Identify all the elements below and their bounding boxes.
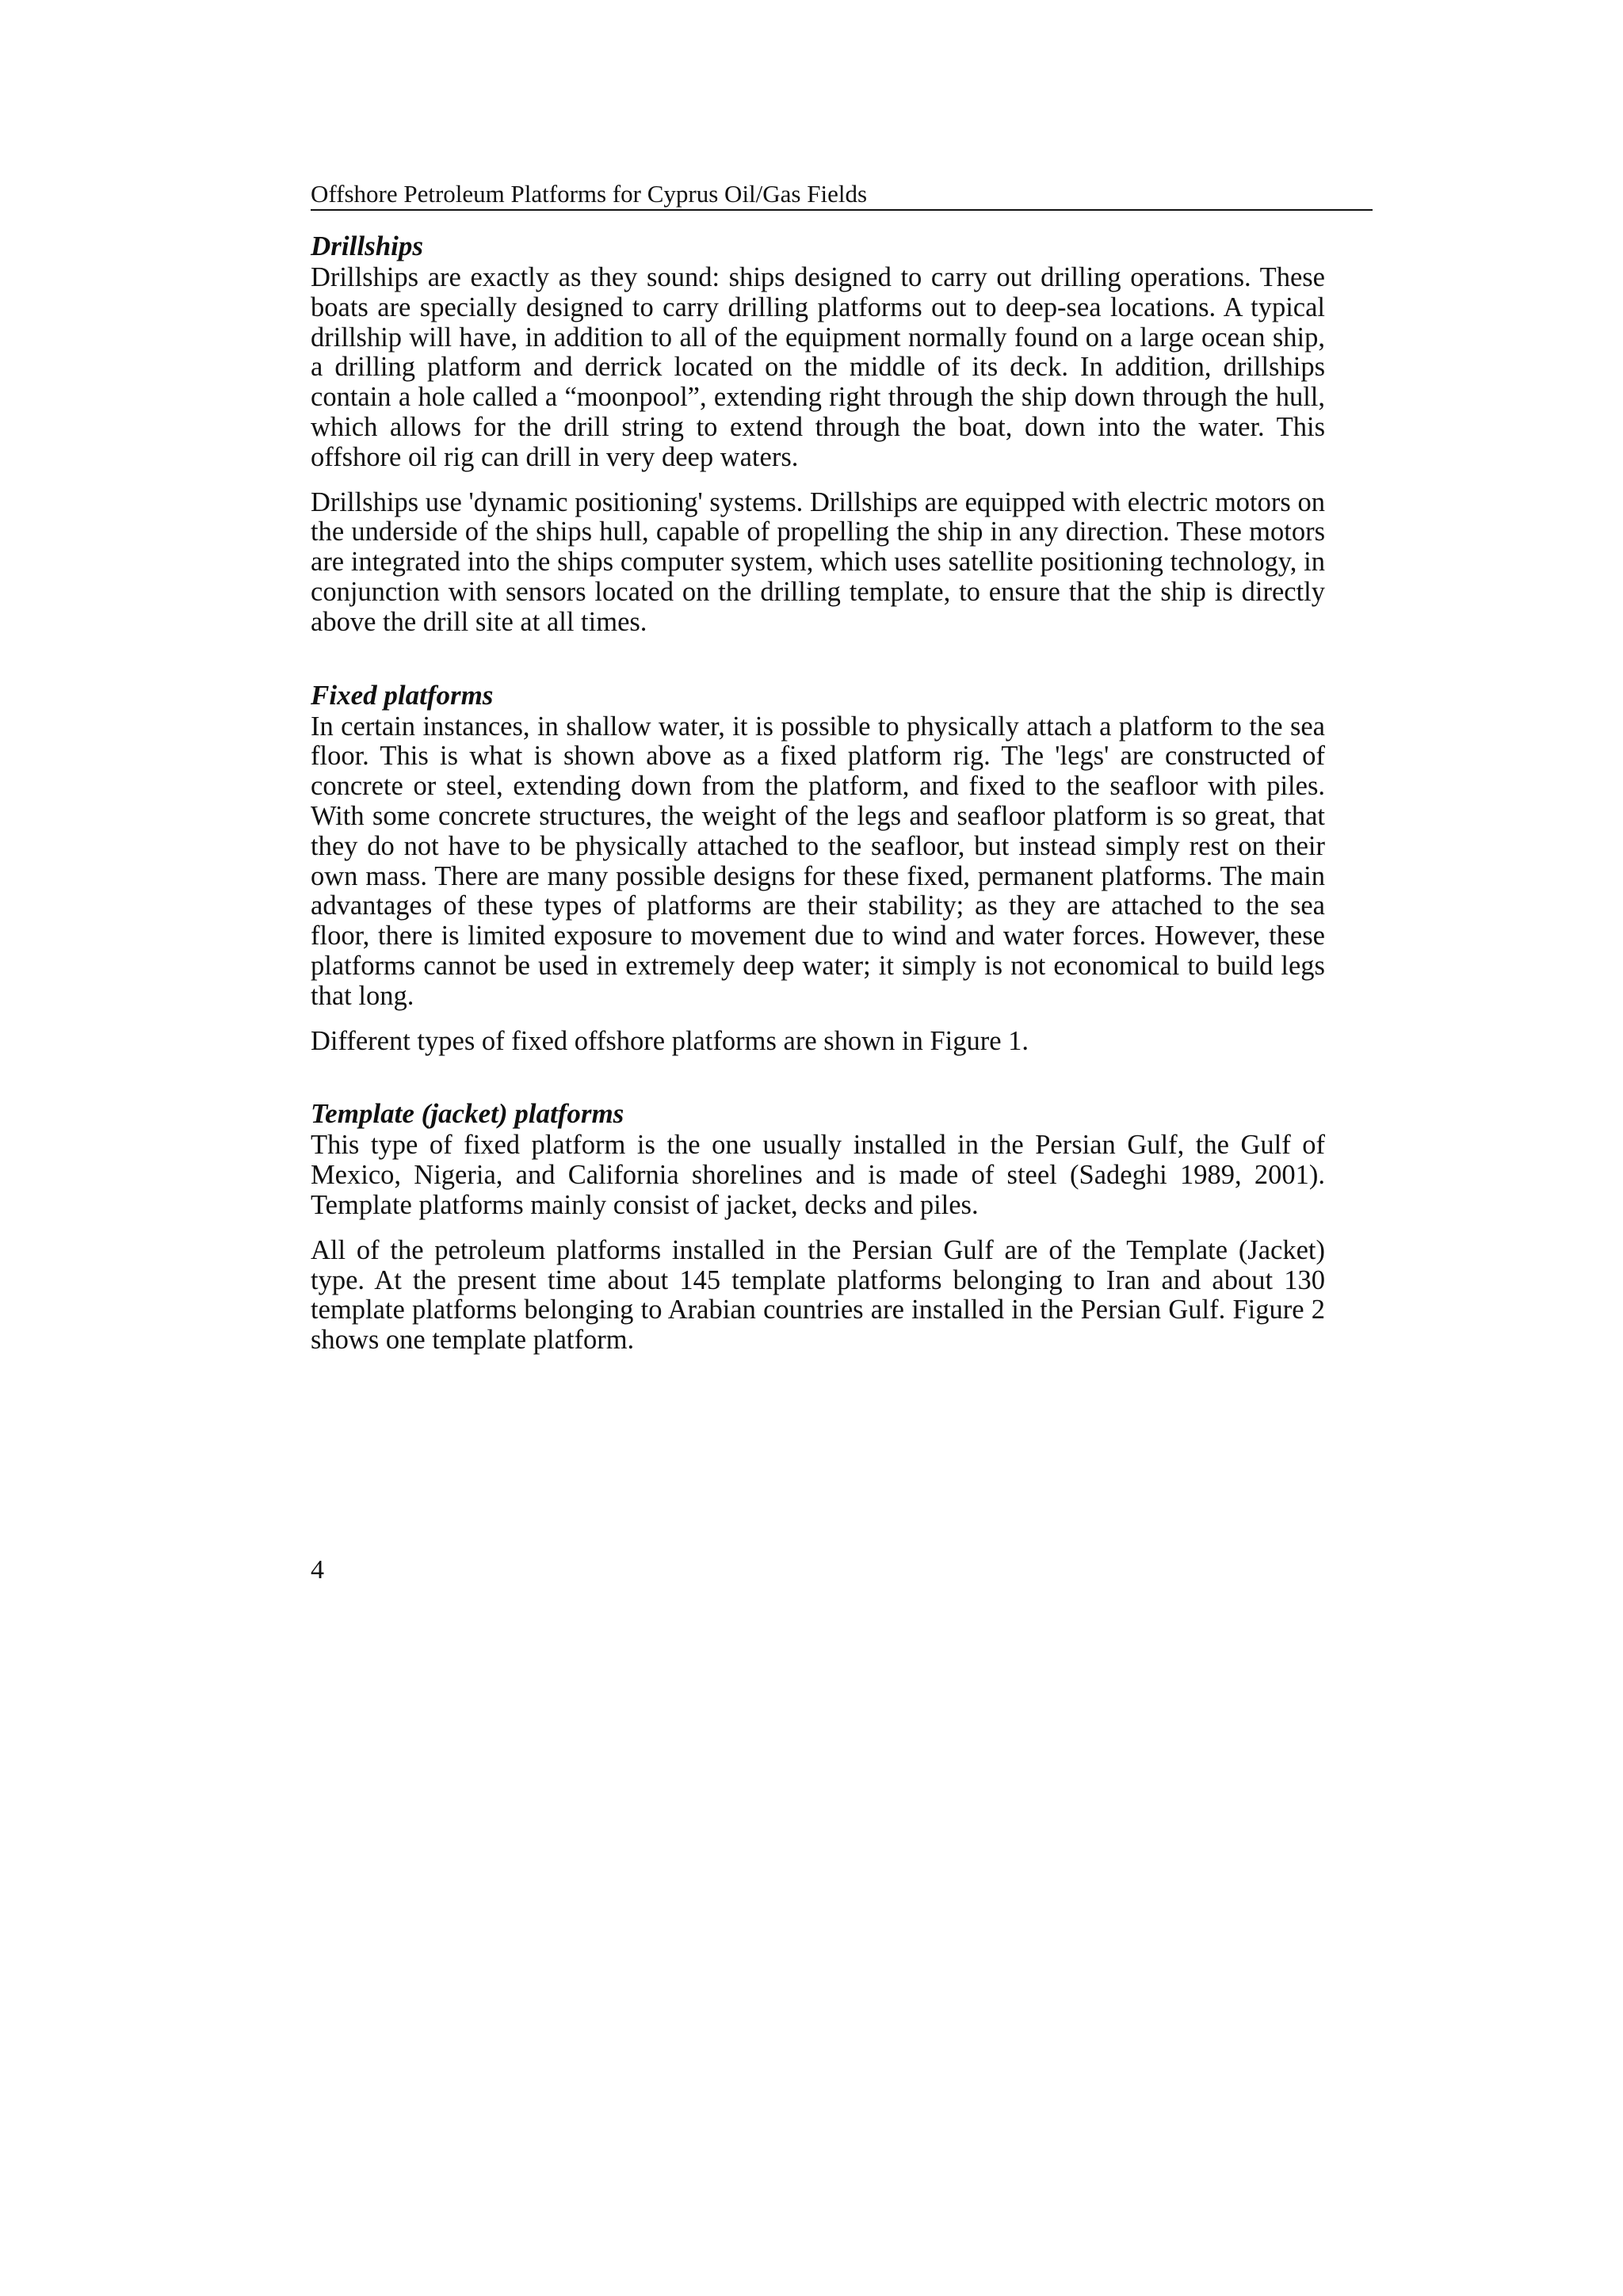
section-heading: Template (jacket) platforms [311,1098,624,1130]
paragraph: Drillships use 'dynamic positioning' systems. Drillships are equipped with electric motors on the underside of the ships hull, capable of propelling the ship in any direction. These motors are integrated into the ships computer system, which uses satellite positioning technology, in conjunction with sensors located on the drilling template, to ensure that the ship is directly above the drill site at all times. [311,486,1325,637]
paragraph: In certain instances, in shallow water, it is possible to physically attach a platform to the sea floor. This is what is shown above as a fixed platform rig. The 'legs' are constructed of concrete or steel, extending down from the platform, and fixed to the seafloor with piles. With some concrete structures, the weight of the legs and seafloor platform is so great, that they do not have to be physically attached to the seafloor, but instead simply rest on their own mass. There are many possible designs for these fixed, permanent platforms. The main advantages of these types of platforms are their stability; as they are attached to the sea floor, there is limited exposure to movement due to wind and water forces. However, these platforms cannot be used in extremely deep water; it simply is not economical to build legs that long. [311,711,1325,1011]
page-number: 4 [311,1555,324,1585]
paragraph: Different types of fixed offshore platforms are shown in Figure 1. [311,1025,1029,1056]
paragraph: Drillships are exactly as they sound: ships designed to carry out drilling operations. These boats are specially designed to carry drilling platforms out to deep-sea locations. A typical drillship will have, in addition to all of the equipment normally found on a large ocean ship, a drilling platform and derrick located on the middle of its deck. In addition, drillships contain a hole called a “moonpool”, extending right through the ship down through the hull, which allows for the drill string to extend through the boat, down into the water. This offshore oil rig can drill in very deep waters. [311,262,1325,472]
running-header: Offshore Petroleum Platforms for Cyprus Oil/Gas Fields [311,181,1373,211]
section-heading: Drillships [311,231,423,261]
section-drillships [311,230,1325,638]
paragraph: This type of fixed platform is the one usually installed in the Persian Gulf, the Gulf of Mexico, Nigeria, and California shorelines and is made of steel (Sadeghi 1989, 2001). Template platforms mainly consist of jacket, decks and piles. [311,1130,1325,1220]
paragraph: All of the petroleum platforms installed in the Persian Gulf are of the Template (Jacket) type. At the present time about 145 template platforms belonging to Iran and about 130 template platforms belonging to Arabian countries are installed in the Persian Gulf. Figure 2 shows one template platform. [311,1234,1325,1356]
section-template-platforms [311,1097,1325,1356]
section-fixed-platforms [311,679,1325,1057]
section-heading: Fixed platforms [311,679,494,711]
body-text [311,230,1325,1371]
